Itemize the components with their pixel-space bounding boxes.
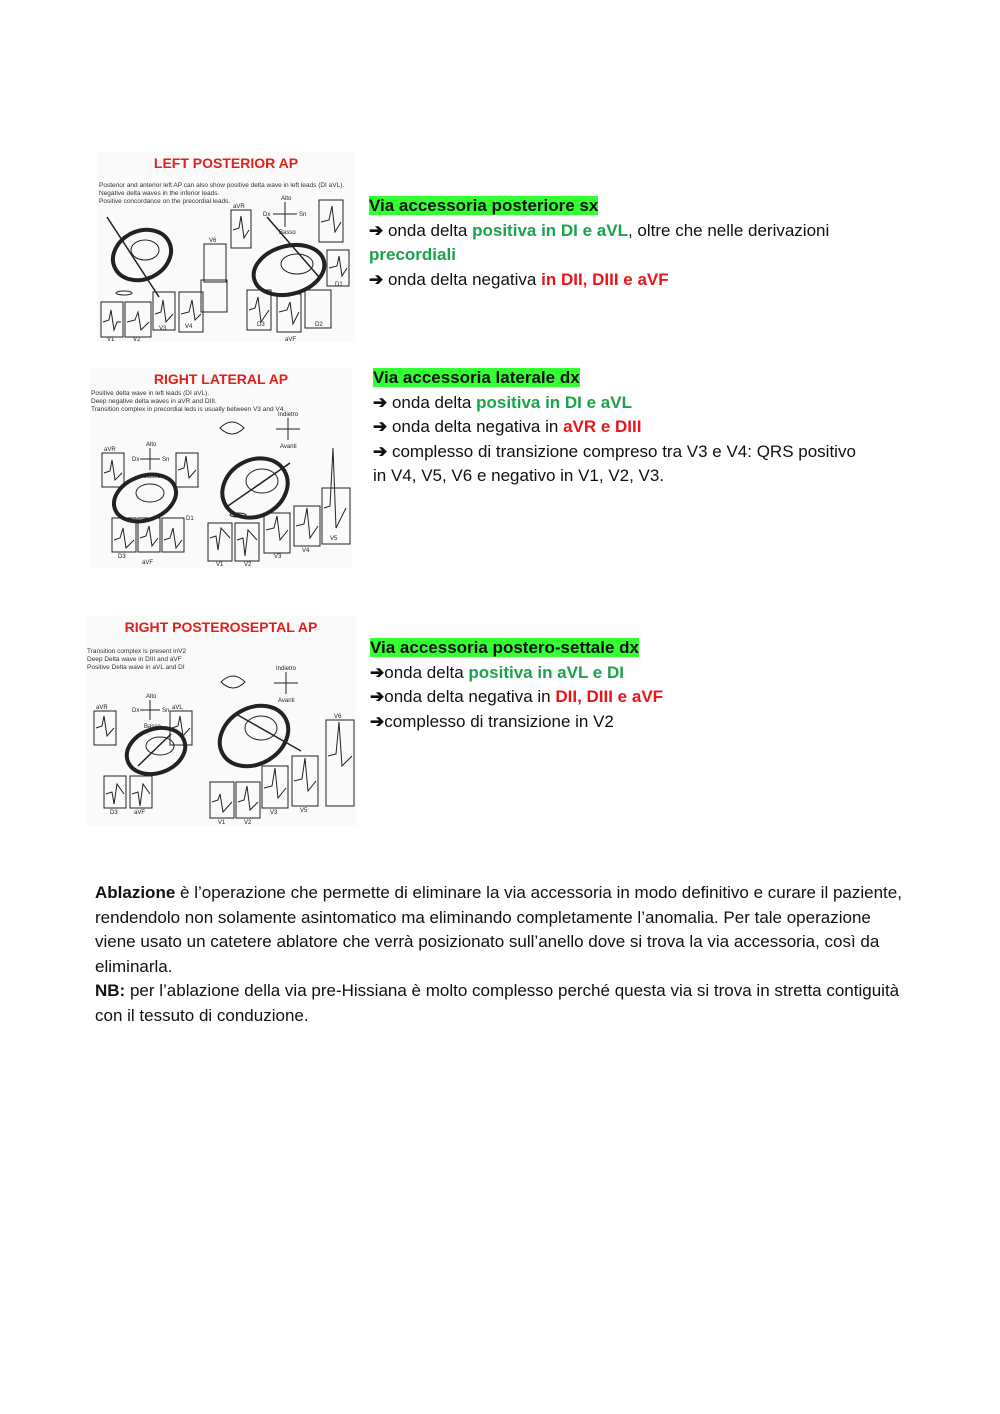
figure-label: aVF <box>142 560 154 566</box>
block-heading: Via accessoria laterale dx <box>373 368 580 387</box>
figure-label: V2 <box>244 820 252 826</box>
arrow-right-icon: ➔ <box>370 711 385 731</box>
figure-label: V2 <box>244 562 252 568</box>
figure-label: D1 <box>335 282 343 288</box>
figure-note: Transition complex in precordial leds is usually between V3 and V4. <box>91 406 286 413</box>
figure-label: V1 <box>107 337 115 342</box>
figure-label: aVL <box>172 705 183 711</box>
figure-label: Dx <box>132 708 140 714</box>
paragraph-ablation <box>95 881 915 979</box>
ecg-diagram <box>90 368 352 568</box>
figure-note: Transition complex is present inV2 <box>87 648 187 655</box>
arrow-right-icon: ➔ <box>373 417 388 436</box>
text-run: positiva in DI e aVL <box>472 220 628 240</box>
text-run: onda delta <box>387 392 477 412</box>
figure-title: RIGHT POSTEROSEPTAL AP <box>124 619 318 635</box>
figure-label: Dx <box>263 212 271 218</box>
figure-note: Positive Delta wave in aVL and DI <box>87 664 185 671</box>
text-run: positiva in DI e aVL <box>476 392 632 412</box>
figure-label: V1 <box>218 820 226 826</box>
text-run: onda delta negativa in <box>384 687 556 706</box>
figure-note: Positive concordance on the precordial leads. <box>99 198 231 205</box>
bold-term: Ablazione <box>95 883 176 902</box>
bold-term: NB: <box>95 981 126 1000</box>
figure-label: D1 <box>186 516 194 522</box>
figure-label: V4 <box>185 324 193 330</box>
figure-label: V6 <box>334 714 342 720</box>
text-run: in V4, V5, V6 e negativo in V1, V2, V3. <box>373 466 665 485</box>
figure-label: Alto <box>281 196 292 202</box>
figure-note: Deep Delta wave in DIII and aVF <box>87 656 182 663</box>
figure-label: Basso <box>279 230 296 236</box>
figure-label: D3 <box>118 554 126 560</box>
block-heading: Via accessoria posteriore sx <box>369 196 599 215</box>
figure-label: Sn <box>299 212 307 218</box>
text-run: aVR e DIII <box>563 417 642 436</box>
text-run: positiva in aVL e DI <box>468 662 624 682</box>
figure-label: Basso <box>144 474 161 480</box>
figure-label: Sn <box>162 457 170 463</box>
figure-note: Posterior and anterior left AP can also show positive delta wave in left leads (DI aVL). <box>99 182 345 189</box>
figure-left-posterior-ap <box>97 152 355 342</box>
figure-label: Basso <box>144 724 161 730</box>
figure-right-posteroseptal-ap <box>86 616 356 826</box>
figure-right-lateral-ap <box>90 368 352 568</box>
figure-label: V1 <box>216 562 224 568</box>
figure-label: aVR <box>96 705 108 711</box>
figure-label: Avanti <box>278 698 295 704</box>
text-run: onda delta negativa in <box>387 417 564 436</box>
text-block-right-posteroseptal <box>370 636 663 734</box>
arrow-right-icon: ➔ <box>369 269 384 289</box>
arrow-right-icon: ➔ <box>370 662 385 682</box>
figure-label: D3 <box>257 322 265 328</box>
text-run: onda delta <box>384 662 469 682</box>
figure-label: D2 <box>315 322 323 328</box>
figure-note: Deep negative delta waves in aVR and DIII. <box>91 398 217 405</box>
figure-label: aVR <box>233 204 245 210</box>
figure-label: Avanti <box>280 444 297 450</box>
figure-label: V3 <box>274 554 282 560</box>
text-run: precordiali <box>369 245 456 264</box>
figure-label: V4 <box>302 548 310 554</box>
text-run: , oltre che nelle derivazioni <box>627 220 830 240</box>
ecg-diagram <box>86 616 356 826</box>
arrow-right-icon: ➔ <box>373 441 388 461</box>
text-run: in DII, DIII e aVF <box>541 269 669 289</box>
text-block-right-lateral <box>373 366 856 489</box>
arrow-right-icon: ➔ <box>373 392 388 412</box>
text-run: DII, DIII e aVF <box>555 687 664 706</box>
figure-label: Sn <box>162 708 170 714</box>
block-heading: Via accessoria postero-settale dx <box>370 638 639 657</box>
figure-label: Alto <box>146 694 157 700</box>
figure-label: V5 <box>330 536 338 542</box>
figure-label: Indietro <box>276 666 297 672</box>
figure-note: Negative delta waves in the inferior leads. <box>99 190 220 197</box>
paragraph-nb <box>95 979 915 1028</box>
figure-label: Indietro <box>278 412 299 418</box>
text-run: complesso di transizione in V2 <box>384 711 614 731</box>
paragraph-text: per l’ablazione della via pre-Hissiana è molto complesso perché questa via si trova in stretta contiguità con il tessuto di conduzione. <box>95 981 900 1025</box>
figure-label: Alto <box>146 442 157 448</box>
text-block-left-posterior <box>369 194 829 292</box>
figure-label: V5 <box>300 808 308 814</box>
arrow-right-icon: ➔ <box>369 220 384 240</box>
figure-label: V3 <box>270 810 278 816</box>
figure-label: V2 <box>133 337 141 342</box>
figure-label: V6 <box>209 238 217 244</box>
arrow-right-icon: ➔ <box>370 687 385 706</box>
figure-note: Positive delta wave in left leads (DI aVL). <box>91 390 210 397</box>
figure-title: LEFT POSTERIOR AP <box>153 155 299 171</box>
paragraph-text: è l’operazione che permette di eliminare la via accessoria in modo definitivo e curare il paziente, rendendolo non solamente asintomatico ma eliminando completamente l’anomalia. Per tale operazione viene usato un catetere ablatore che verrà posizionato sull’anello dove si trova la via accessoria, così da eliminarla. <box>95 883 902 976</box>
figure-label: aVR <box>104 447 116 453</box>
text-run: onda delta negativa <box>383 269 542 289</box>
figure-label: D3 <box>110 810 118 816</box>
ablation-paragraph <box>95 881 915 1028</box>
figure-label: aVF <box>285 337 297 342</box>
text-run: onda delta <box>383 220 473 240</box>
figure-title: RIGHT LATERAL AP <box>153 371 289 387</box>
figure-label: Dx <box>132 457 140 463</box>
text-run: complesso di transizione compreso tra V3 e V4: QRS positivo <box>387 441 856 461</box>
figure-label: V3 <box>159 326 167 332</box>
ecg-diagram <box>97 152 355 342</box>
figure-label: aVF <box>134 810 146 816</box>
